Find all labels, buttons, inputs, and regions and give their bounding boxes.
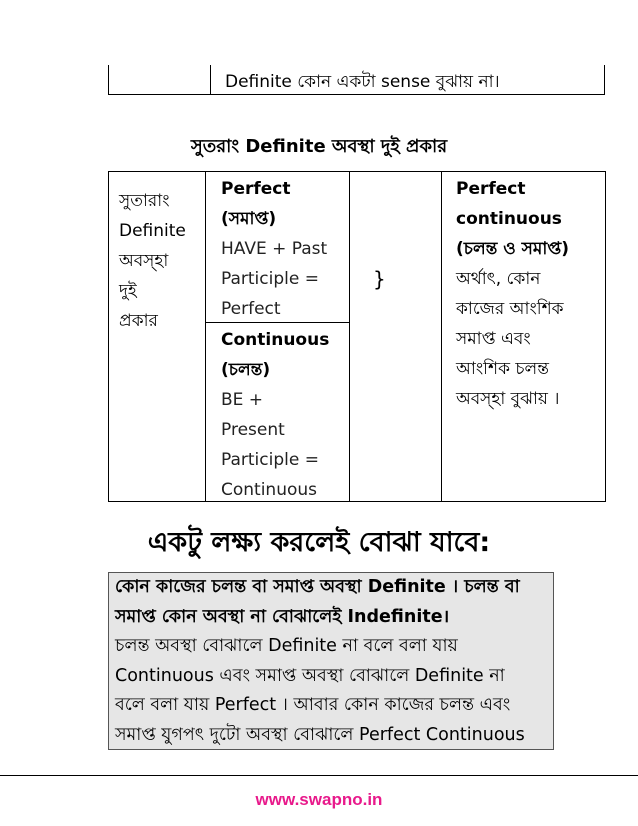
explanation-box: কোন কাজের চলন্ত বা সমাপ্ত অবস্থা Definite । চলন্ত বা সমাপ্ত কোন অবস্থা না বোঝালেই Indefinite। চলন্ত অবস্থা বোঝালে Definite না বলে বলা যায় Continuous এবং সমাপ্ত অবস্থা বোঝালে Definite না বলে বলা যায় Perfect । আবার কোন কাজের চলন্ত এবং সমাপ্ত যুগপৎ দুটো অবস্থা বোঝালে Perfect Continuous — [108, 572, 554, 750]
footer-divider — [0, 775, 638, 776]
brace: } — [373, 267, 386, 291]
definite-note: Definite কোন একটা sense বুঝায় না। — [225, 72, 500, 92]
empty-cell — [109, 65, 211, 94]
observation-heading: একটু লক্ষ্য করলেই বোঝা যাবে: — [147, 527, 491, 558]
footer-link[interactable]: www.swapno.in — [255, 790, 383, 809]
perfect-continuous-cell: Perfect continuous (চলন্ত ও সমাপ্ত) অর্থাৎ, কোন কাজের আংশিক সমাপ্ত এবং আংশিক চলন্ত অবস্হা বুঝায় । — [456, 179, 570, 409]
continuous-cell: Continuous (চলন্ত) BE + Present Participle = Continuous — [221, 330, 330, 500]
top-table-row — [108, 65, 605, 95]
definite-types-table — [108, 171, 606, 502]
table-col1: সুতারাং Definite অবস্হা দুই প্রকার — [119, 191, 186, 331]
perfect-cell: Perfect (সমাপ্ত) HAVE + Past Participle = Perfect — [221, 179, 328, 319]
section-heading: সুতরাং Definite অবস্থা দুই প্রকার — [190, 136, 448, 157]
